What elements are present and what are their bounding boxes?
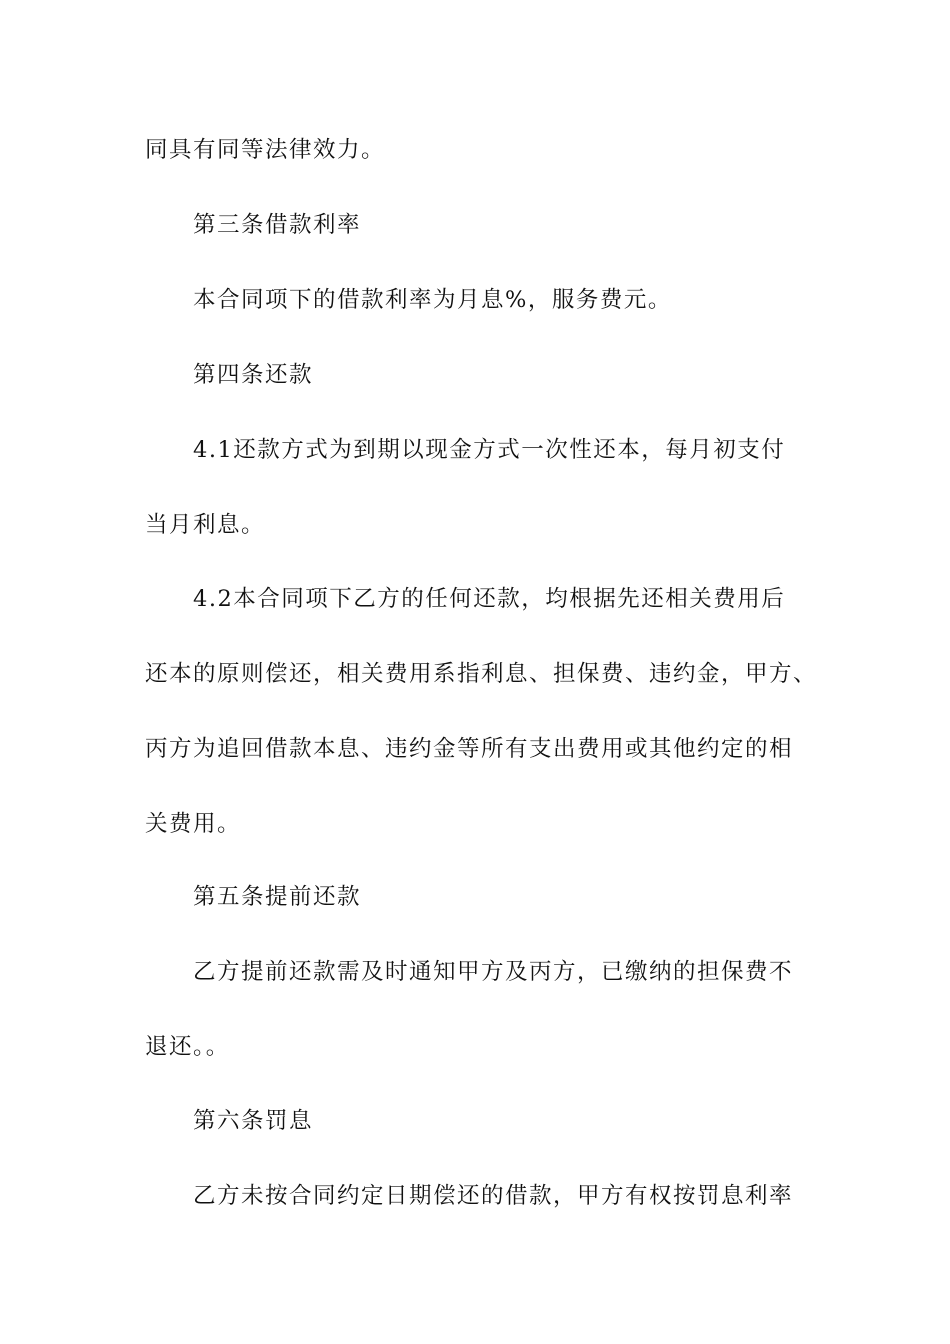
text-line: 乙方未按合同约定日期偿还的借款，甲方有权按罚息利率 xyxy=(193,1183,794,1209)
text-line: 4.1还款方式为到期以现金方式一次性还本，每月初支付 xyxy=(193,437,786,463)
section-heading: 第四条还款 xyxy=(193,362,314,388)
text-line: 退还。。 xyxy=(145,1034,230,1060)
text-line: 关费用。 xyxy=(145,811,242,837)
text-line: 还本的原则偿还，相关费用系指利息、担保费、违约金，甲方、 xyxy=(145,661,818,687)
text-line: 4.2本合同项下乙方的任何还款，均根据先还相关费用后 xyxy=(193,586,786,612)
text-line: 本合同项下的借款利率为月息%，服务费元。 xyxy=(193,287,672,313)
text-line: 当月利息。 xyxy=(145,512,266,538)
section-heading: 第六条罚息 xyxy=(193,1108,314,1134)
text-line: 乙方提前还款需及时通知甲方及丙方，已缴纳的担保费不 xyxy=(193,959,794,985)
text-line: 同具有同等法律效力。 xyxy=(145,137,386,163)
section-heading: 第三条借款利率 xyxy=(193,212,362,238)
section-heading: 第五条提前还款 xyxy=(193,884,362,910)
text-line: 丙方为追回借款本息、违约金等所有支出费用或其他约定的相 xyxy=(145,736,794,762)
